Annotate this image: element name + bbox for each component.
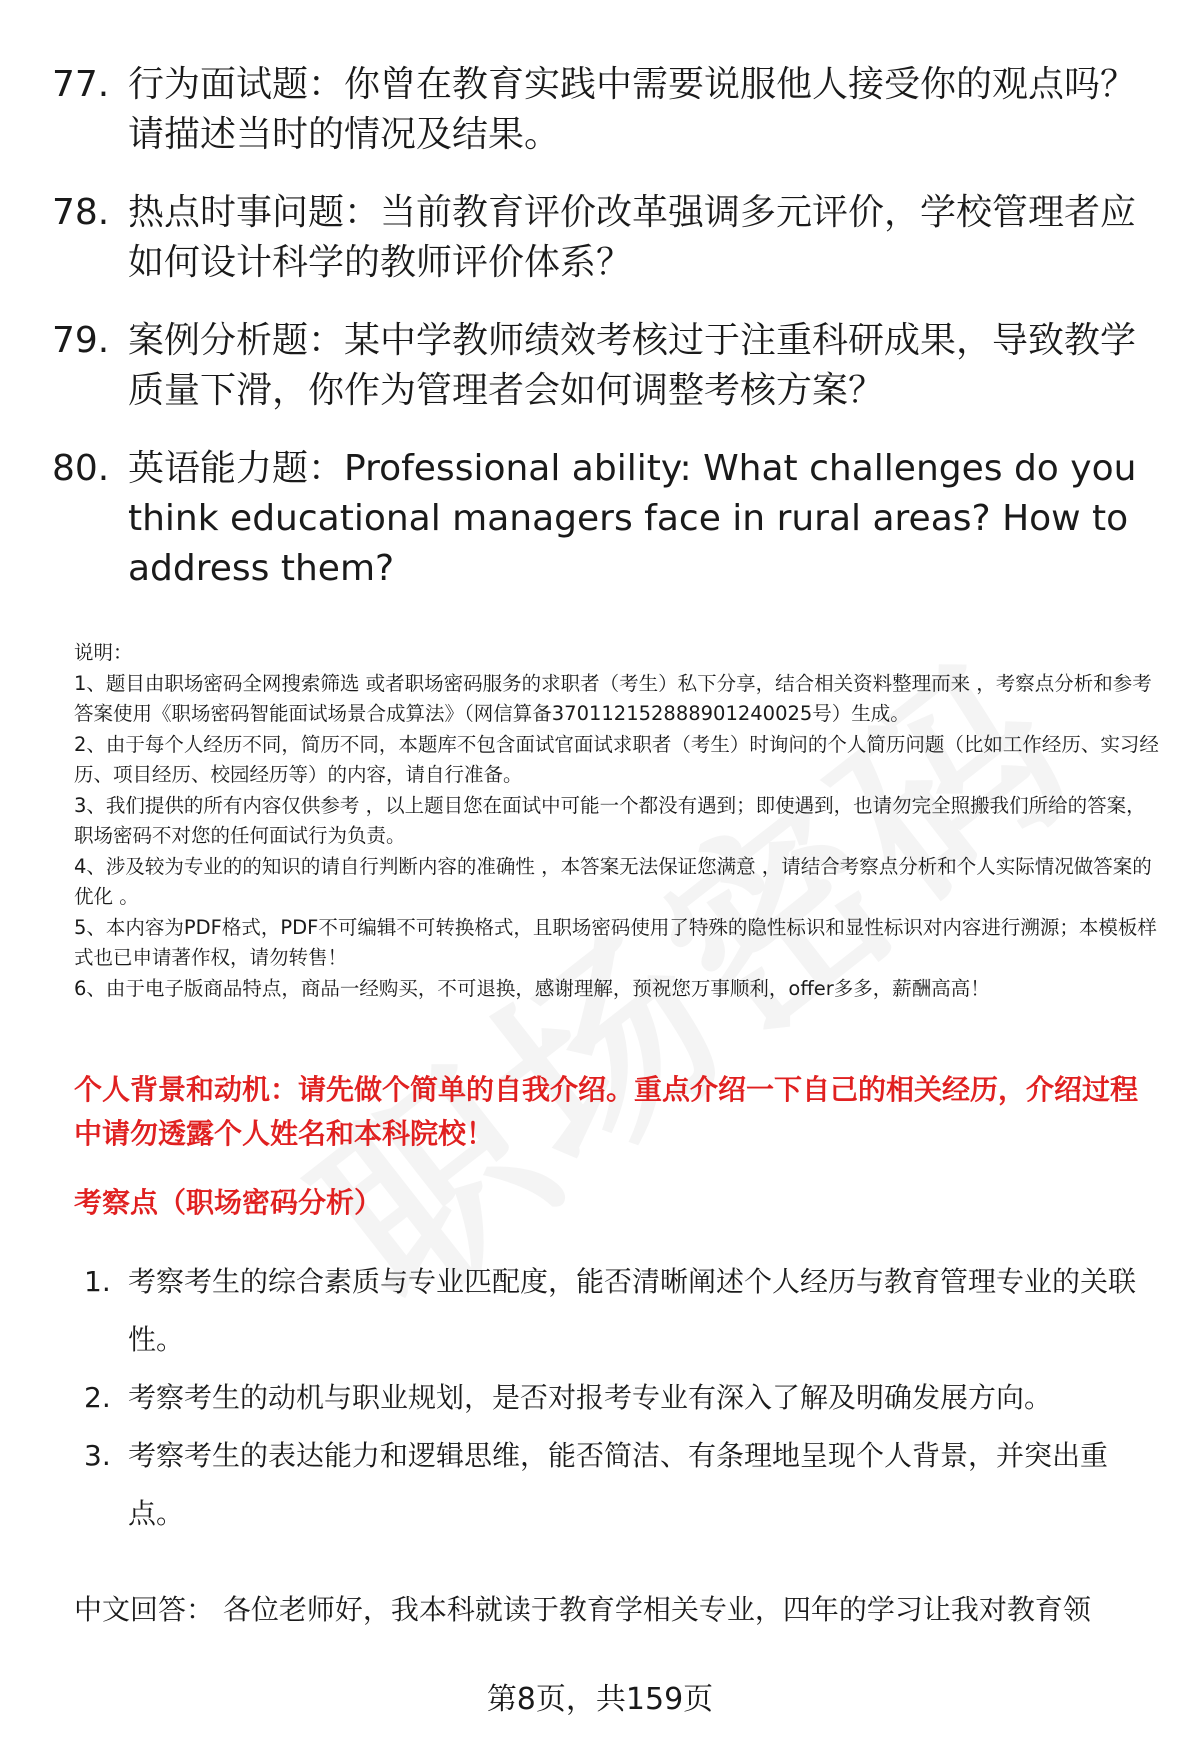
point-text: 考察考生的表达能力和逻辑思维，能否简洁、有条理地呈现个人背景，并突出重点。: [128, 1439, 1109, 1530]
point-number: 3.: [84, 1439, 111, 1472]
question-number: 79.: [52, 320, 110, 361]
question-number: 80.: [52, 448, 110, 489]
question-item: [52, 188, 1152, 288]
point-text: 考察考生的动机与职业规划，是否对报考专业有深入了解及明确发展方向。: [128, 1381, 1053, 1414]
question-item: [52, 444, 1152, 594]
analysis-point: [84, 1253, 1159, 1369]
note-item: 4、涉及较为专业的的知识的请自行判断内容的准确性 ，本答案无法保证您满意 ，请结合考察点分析和个人实际情况做答案的优化 。: [74, 854, 1152, 908]
analysis-point: [84, 1427, 1159, 1543]
question-number: 77.: [52, 64, 110, 105]
interview-prompt: 个人背景和动机：请先做个简单的自我介绍。重点介绍一下自己的相关经历，介绍过程中请勿透露个人姓名和本科院校！: [74, 1073, 1139, 1150]
note-item: 3、我们提供的所有内容仅供参考 ，以上题目您在面试中可能一个都没有遇到；即使遇到，也请勿完全照搬我们所给的答案，职场密码不对您的任何面试行为负责。: [74, 793, 1146, 847]
note-item: 1、题目由职场密码全网搜索筛选 或者职场密码服务的求职者（考生）私下分享，结合相关资料整理而来 ，考察点分析和参考答案使用《职场密码智能面试场景合成算法》（网信算备370112152888901240025号）生成。: [74, 671, 1152, 725]
note-item: 5、本内容为PDF格式，PDF不可编辑不可转换格式，且职场密码使用了特殊的隐性标识和显性标识对内容进行溯源；本模板样式也已申请著作权，请勿转售！: [74, 915, 1157, 969]
answer-text: 各位老师好，我本科就读于教育学相关专业，四年的学习让我对教育领: [222, 1593, 1091, 1626]
question-list: [52, 60, 1152, 622]
analysis-points: [84, 1253, 1159, 1543]
answer-line: [74, 1590, 1164, 1630]
question-text: 案例分析题：某中学教师绩效考核过于注重科研成果，导致教学质量下滑，你作为管理者会如何调整考核方案？: [128, 320, 1137, 411]
question-text: 行为面试题：你曾在教育实践中需要说服他人接受你的观点吗？请描述当时的情况及结果。: [128, 64, 1137, 155]
question-number: 78.: [52, 192, 110, 233]
note-item: 6、由于电子版商品特点，商品一经购买，不可退换，感谢理解，预祝您万事顺利，offer多多，薪酬高高！: [74, 976, 990, 1000]
point-number: 2.: [84, 1381, 111, 1414]
notes-title: 说明：: [74, 641, 133, 664]
question-item: [52, 60, 1152, 160]
answer-label: 中文回答：: [74, 1593, 215, 1626]
analysis-point: [84, 1369, 1159, 1427]
question-item: [52, 316, 1152, 416]
note-item: 2、由于每个人经历不同，简历不同，本题库不包含面试官面试求职者（考生）时询问的个人简历问题（比如工作经历、实习经历、项目经历、校园经历等）的内容，请自行准备。: [74, 732, 1159, 786]
point-number: 1.: [84, 1265, 111, 1298]
notes-section: [74, 638, 1164, 1004]
question-text: 热点时事问题：当前教育评价改革强调多元评价，学校管理者应如何设计科学的教师评价体系？: [128, 192, 1137, 283]
question-text: 英语能力题：Professional ability: What challenges do you think educational managers face in rural areas? How to address them?: [128, 448, 1137, 589]
analysis-heading: 考察点（职场密码分析）: [74, 1186, 383, 1219]
point-text: 考察考生的综合素质与专业匹配度，能否清晰阐述个人经历与教育管理专业的关联性。: [128, 1265, 1137, 1356]
page-footer: 第8页，共159页: [486, 1682, 714, 1717]
